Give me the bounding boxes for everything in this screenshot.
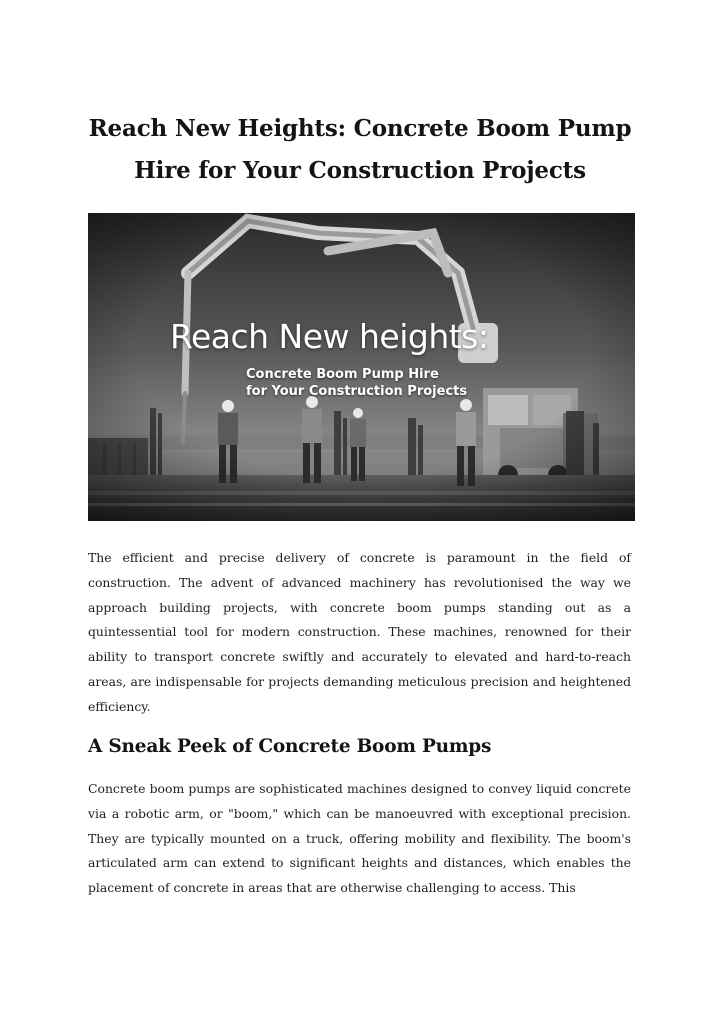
hero-subheadline-line-2: for Your Construction Projects xyxy=(246,384,468,399)
hero-headline: Reach New heights: xyxy=(170,317,489,356)
section-paragraph: Concrete boom pumps are sophisticated machines designed to convey liquid concrete via a robotic arm, or "boom," which can be manoeuvred with exceptional precision. They are typically mounted on a truck, offering mobility and flexibility. The boom's articulated arm can extend to significant heights and distances, which enables the placement of concrete in areas that are otherwise challenging to access. This xyxy=(88,781,631,896)
section-heading: A Sneak Peek of Concrete Boom Pumps xyxy=(88,736,492,757)
page-title: Reach New Heights: Concrete Boom Pump Hire for Your Construction Projects xyxy=(88,115,632,184)
hero-overlay xyxy=(88,213,635,521)
hero-subheadline xyxy=(246,366,467,400)
hero-subheadline-line-1: Concrete Boom Pump Hire xyxy=(246,367,439,382)
intro-paragraph: The efficient and precise delivery of concrete is paramount in the field of construction. The advent of advanced machinery has revolutionised the way we approach building projects, with concrete boom pumps standing out as a quintessential tool for modern construction. These machines, renowned for their ability to transport concrete swiftly and accurately to elevated and hard-to-reach areas, are indispensable for projects demanding meticulous precision and heightened efficiency. xyxy=(88,550,631,714)
hero-image xyxy=(88,213,635,521)
